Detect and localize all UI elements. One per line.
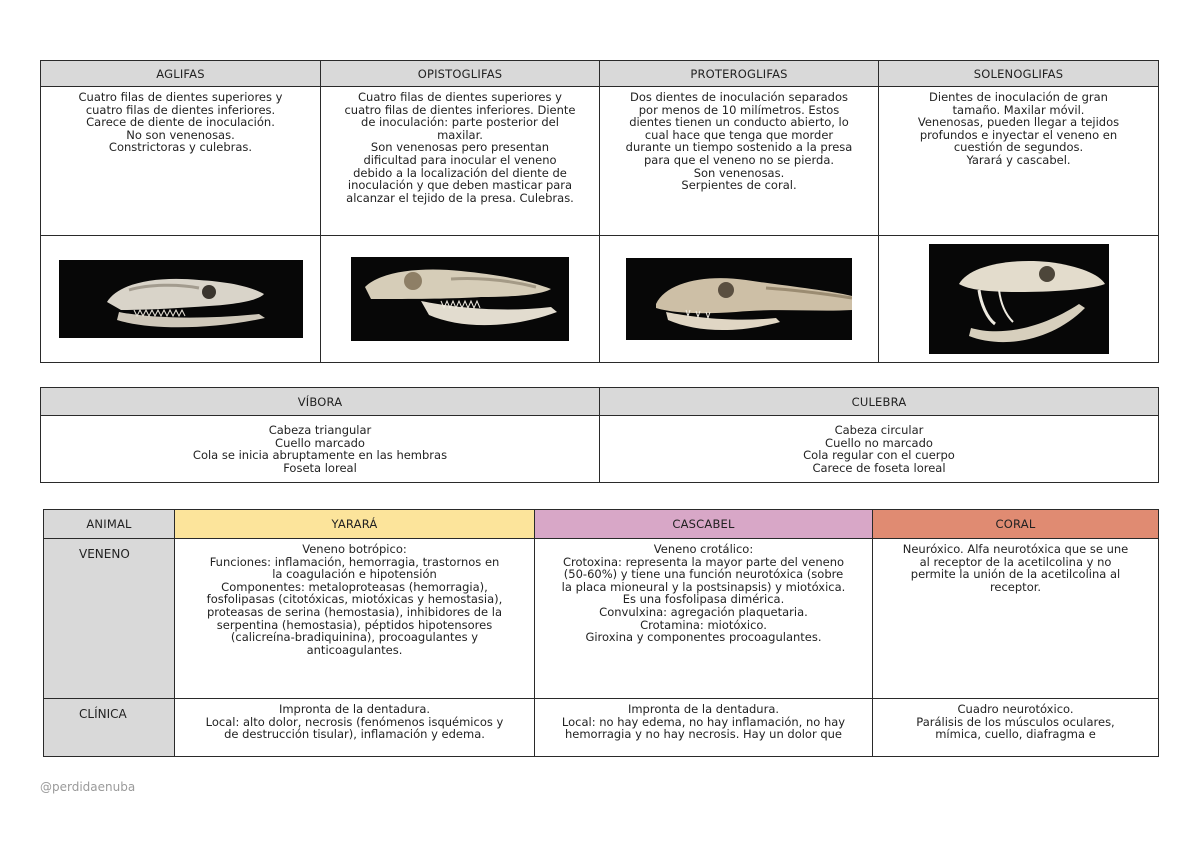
- opistoglifas-image-cell: [321, 236, 600, 363]
- clinica-row: [44, 699, 1159, 757]
- coral-veneno: Neuróxico. Alfa neurotóxica que se une al receptor de la acetilcolina y no permite la unión de la acetilcolina al receptor.: [873, 539, 1159, 699]
- header-solenoglifas: SOLENOGLIFAS: [879, 61, 1159, 87]
- cascabel-veneno: Veneno crotálico: Crotoxina: representa la mayor parte del veneno (50-60%) y tiene una función neurotóxica (sobre la placa mioneural y la postsinapsis) y miotóxica. Es una fosfolipasa dimérica. Convulxina: agregación plaquetaria. Crotamina: miotóxico. Giroxina y componentes procoagulantes.: [535, 539, 873, 699]
- header-vibora: VÍBORA: [41, 388, 600, 416]
- aglifas-description: Cuatro filas de dientes superiores y cuatro filas de dientes inferiores. Carece de diente de inoculación. No son venenosas. Constrictoras y culebras.: [41, 87, 321, 236]
- comparison-description-row: [41, 416, 1159, 483]
- proteroglifas-image-cell: [600, 236, 879, 363]
- solenoglifas-image-cell: [879, 236, 1159, 363]
- header-proteroglifas: PROTEROGLIFAS: [600, 61, 879, 87]
- snake-skull-proteroglifa-image: [626, 258, 852, 340]
- dentition-table: [40, 60, 1159, 363]
- solenoglifas-description: Dientes de inoculación de gran tamaño. Maxilar móvil. Venenosas, pueden llegar a tejidos profundos e inyectar el veneno en cuestión de segundos. Yarará y cascabel.: [879, 87, 1159, 236]
- snake-skull-opistoglifa-image: [351, 257, 569, 341]
- dentition-image-row: [41, 236, 1159, 363]
- yarara-veneno: Veneno botrópico: Funciones: inflamación, hemorragia, trastornos en la coagulación e hipotensión Componentes: metaloproteasas (hemorragia), fosfolipasas (citotóxicas, miotóxicas y hemostasia), proteasas de serina (hemostasia), inhibidores de la serpentina (hemostasia), péptidos hipotensores (calicreína-bradiquinina), procoagulantes y anticoagulantes.: [175, 539, 535, 699]
- species-header-row: [44, 510, 1159, 539]
- yarara-clinica: Impronta de la dentadura. Local: alto dolor, necrosis (fenómenos isquémicos y de destrucción tisular), inflamación y edema.: [175, 699, 535, 757]
- row-label-veneno: VENENO: [44, 539, 175, 699]
- header-yarara: YARARÁ: [175, 510, 535, 539]
- culebra-description: Cabeza circular Cuello no marcado Cola regular con el cuerpo Carece de foseta loreal: [600, 416, 1159, 483]
- header-cascabel: CASCABEL: [535, 510, 873, 539]
- veneno-row: [44, 539, 1159, 699]
- species-table: [43, 509, 1159, 757]
- aglifas-image-cell: [41, 236, 321, 363]
- vibora-description: Cabeza triangular Cuello marcado Cola se inicia abruptamente en las hembras Foseta loreal: [41, 416, 600, 483]
- snake-skull-solenoglifa-image: [929, 244, 1109, 354]
- header-culebra: CULEBRA: [600, 388, 1159, 416]
- header-animal: ANIMAL: [44, 510, 175, 539]
- header-coral: CORAL: [873, 510, 1159, 539]
- proteroglifas-description: Dos dientes de inoculación separados por menos de 10 milímetros. Estos dientes tienen un conducto abierto, lo cual hace que tenga que morder durante un tiempo sostenido a la presa para que el veneno no se pierda. Son venenosas. Serpientes de coral.: [600, 87, 879, 236]
- header-opistoglifas: OPISTOGLIFAS: [321, 61, 600, 87]
- opistoglifas-description: Cuatro filas de dientes superiores y cuatro filas de dientes inferiores. Diente de inoculación: parte posterior del maxilar. Son venenosas pero presentan dificultad para inocular el veneno debido a la localización del diente de inoculación y que deben masticar para alcanzar el tejido de la presa. Culebras.: [321, 87, 600, 236]
- dentition-header-row: [41, 61, 1159, 87]
- dentition-description-row: [41, 87, 1159, 236]
- cascabel-clinica: Impronta de la dentadura. Local: no hay edema, no hay inflamación, no hay hemorragia y no hay necrosis. Hay un dolor que: [535, 699, 873, 757]
- comparison-header-row: [41, 388, 1159, 416]
- snake-skull-aglifa-image: [59, 260, 303, 338]
- vibora-culebra-table: [40, 387, 1159, 483]
- author-handle: @perdidaenuba: [40, 780, 136, 794]
- row-label-clinica: CLÍNICA: [44, 699, 175, 757]
- header-aglifas: AGLIFAS: [41, 61, 321, 87]
- coral-clinica: Cuadro neurotóxico. Parálisis de los músculos oculares, mímica, cuello, diafragma e: [873, 699, 1159, 757]
